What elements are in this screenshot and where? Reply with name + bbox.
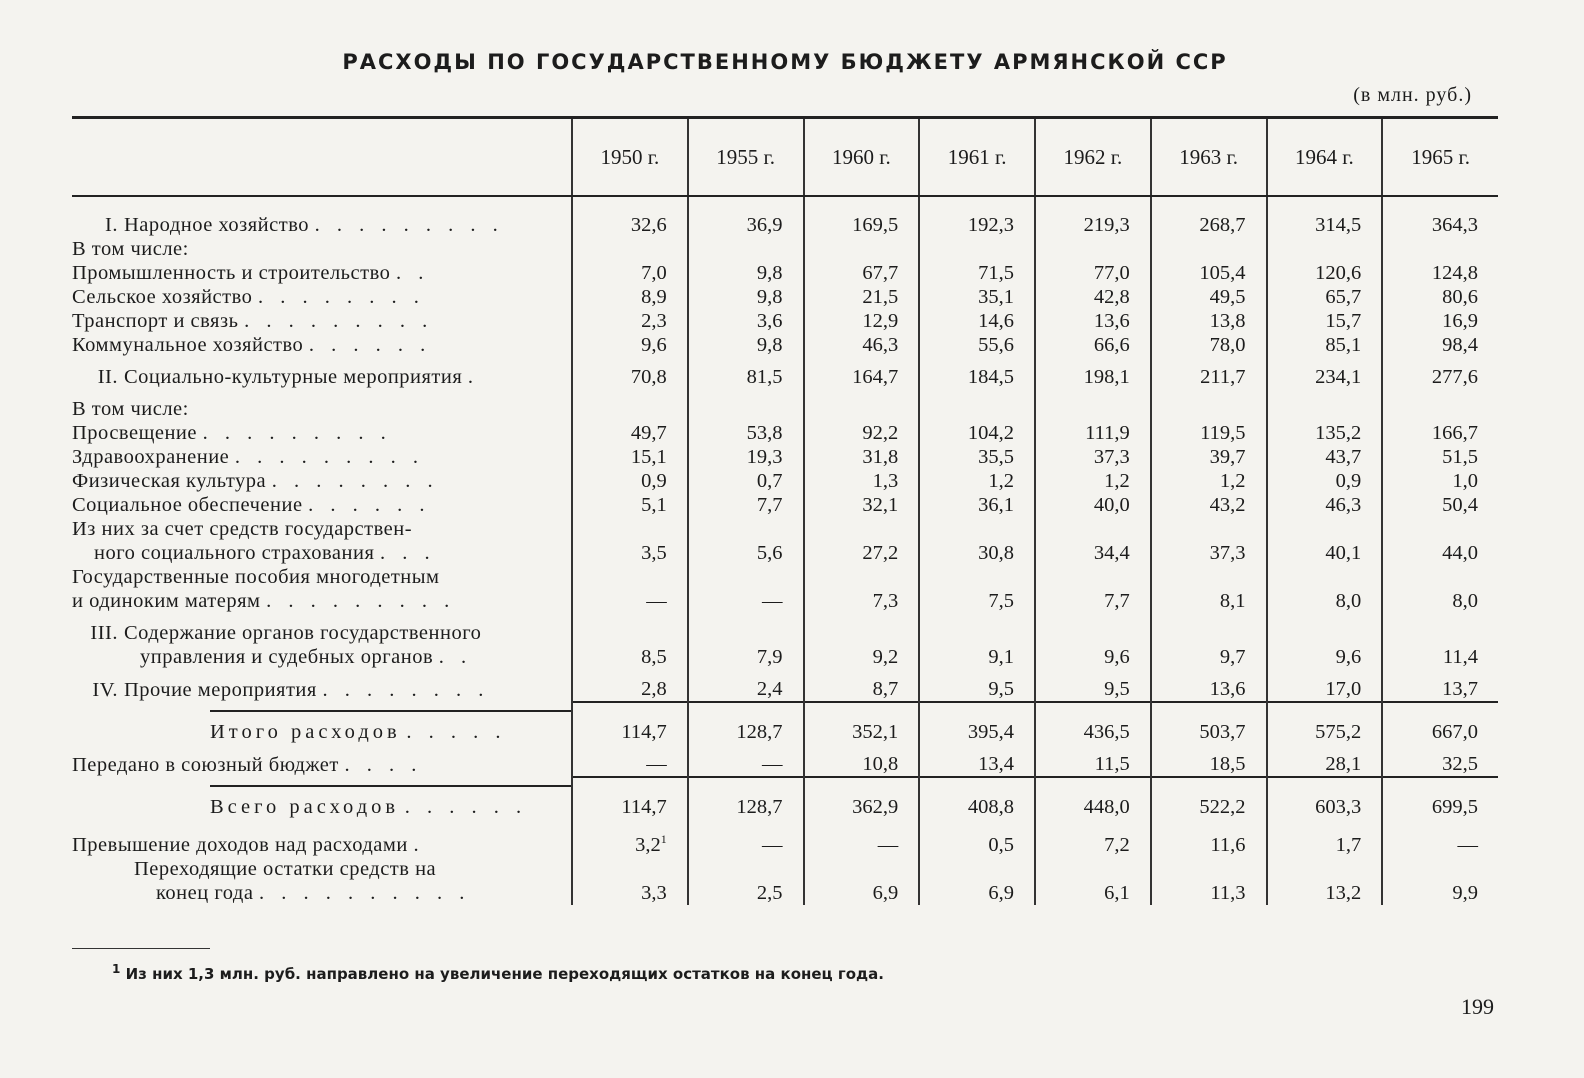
- table-cell: 9,8: [688, 333, 804, 357]
- table-cell: 124,8: [1382, 261, 1498, 285]
- table-cell: 0,9: [572, 469, 688, 493]
- table-cell: 17,0: [1267, 669, 1383, 702]
- year-header: 1950 г.: [572, 118, 688, 197]
- table-cell: 2,5: [688, 857, 804, 905]
- table-cell: 11,5: [1035, 744, 1151, 777]
- page-title: РАСХОДЫ ПО ГОСУДАРСТВЕННОМУ БЮДЖЕТУ АРМЯНСКОЙ ССР: [342, 50, 1228, 74]
- year-header: 1955 г.: [688, 118, 804, 197]
- leader-dots: .: [413, 833, 425, 856]
- table-cell: 77,0: [1035, 261, 1151, 285]
- table-cell: 13,8: [1151, 309, 1267, 333]
- leader-dots: . .: [396, 262, 430, 284]
- row-label-text: Переходящие остатки средств на: [134, 857, 437, 880]
- leader-dots: . . . . . . . . .: [266, 590, 456, 612]
- row-label: [72, 702, 572, 744]
- row-label: [72, 517, 572, 565]
- table-cell: [572, 819, 688, 857]
- row-label-text: Государственные пособия многодетным: [72, 566, 440, 588]
- table-cell: 119,5: [1151, 421, 1267, 445]
- table-cell: 13,6: [1035, 309, 1151, 333]
- leader-dots: . . . . . . . . . .: [259, 881, 471, 904]
- page-number: 199: [1461, 994, 1494, 1019]
- table-row: [72, 285, 1498, 309]
- table-cell: 18,5: [1151, 744, 1267, 777]
- row-label-text: Сельское хозяйство: [72, 286, 253, 308]
- row-label-text: Народное хозяйство: [124, 214, 310, 236]
- total-label: Итого расходов: [210, 721, 401, 743]
- leader-dots: . . . . . . . . .: [202, 422, 392, 444]
- table-row: [72, 819, 1498, 857]
- table-cell: 128,7: [688, 702, 804, 744]
- table-cell: 15,1: [572, 445, 688, 469]
- table-cell: 6,9: [919, 857, 1035, 905]
- row-label: [72, 777, 572, 819]
- row-label-text: Социальное обеспечение: [72, 494, 303, 516]
- table-row: [72, 309, 1498, 333]
- table-cell: 36,9: [688, 213, 804, 237]
- leader-dots: . .: [438, 646, 473, 668]
- table-cell: 1,0: [1382, 469, 1498, 493]
- table-cell: 268,7: [1151, 213, 1267, 237]
- table-cell: 362,9: [804, 777, 920, 819]
- table-cell: 5,6: [688, 517, 804, 565]
- table-cell: 53,8: [688, 421, 804, 445]
- leader-dots: .: [467, 366, 480, 388]
- table-cell: 15,7: [1267, 309, 1383, 333]
- table-row: [72, 237, 1498, 261]
- table-row: [72, 469, 1498, 493]
- table-cell: 19,3: [688, 445, 804, 469]
- table-cell: 667,0: [1382, 702, 1498, 744]
- table-cell: 67,7: [804, 261, 920, 285]
- table-cell: 104,2: [919, 421, 1035, 445]
- table-row: [72, 565, 1498, 613]
- table-cell: 1,7: [1267, 819, 1383, 857]
- table-cell: 13,6: [1151, 669, 1267, 702]
- leader-dots: . . . . . . . . .: [234, 446, 425, 468]
- table-cell: —: [572, 565, 688, 613]
- leader-dots: . . . . .: [406, 721, 507, 743]
- table-cell: 169,5: [804, 213, 920, 237]
- row-label: [72, 285, 572, 309]
- table-cell: 30,8: [919, 517, 1035, 565]
- table-cell: 7,9: [688, 613, 804, 669]
- table-cell: —: [688, 565, 804, 613]
- table-cell: 80,6: [1382, 285, 1498, 309]
- leader-dots: . . . . . . . .: [322, 679, 490, 701]
- table-cell: 219,3: [1035, 213, 1151, 237]
- table-cell: 50,4: [1382, 493, 1498, 517]
- row-label-text: Коммунальное хозяйство: [72, 334, 304, 356]
- table-cell: 7,7: [688, 493, 804, 517]
- table-cell: 277,6: [1382, 357, 1498, 389]
- table-row: [72, 777, 1498, 819]
- year-header: 1965 г.: [1382, 118, 1498, 197]
- table-cell: 436,5: [1035, 702, 1151, 744]
- table-cell: 114,7: [572, 702, 688, 744]
- row-label: [72, 669, 572, 702]
- table-cell: 164,7: [804, 357, 920, 389]
- budget-table: [72, 116, 1498, 905]
- table-cell: 6,9: [804, 857, 920, 905]
- footnote-text: Из них 1,3 млн. руб. направлено на увеличение переходящих остатков на конец года.: [125, 965, 884, 983]
- leader-dots: . . . . . . . .: [258, 286, 425, 308]
- year-header: 1962 г.: [1035, 118, 1151, 197]
- table-cell: 81,5: [688, 357, 804, 389]
- table-cell: 8,5: [572, 613, 688, 669]
- table-cell: 10,8: [804, 744, 920, 777]
- table-cell: —: [688, 819, 804, 857]
- table-cell: 78,0: [1151, 333, 1267, 357]
- row-label: [72, 357, 572, 389]
- table-cell: 8,0: [1382, 565, 1498, 613]
- table-cell: 13,7: [1382, 669, 1498, 702]
- table-cell: 7,7: [1035, 565, 1151, 613]
- table-cell: 8,9: [572, 285, 688, 309]
- table-cell: 9,7: [1151, 613, 1267, 669]
- row-label-text: Прочие мероприятия: [124, 679, 317, 701]
- table-cell: 8,7: [804, 669, 920, 702]
- table-cell: 49,5: [1151, 285, 1267, 309]
- table-cell: 0,9: [1267, 469, 1383, 493]
- table-cell: 28,1: [1267, 744, 1383, 777]
- table-cell: 0,5: [919, 819, 1035, 857]
- table-cell: 314,5: [1267, 213, 1383, 237]
- table-cell: 34,4: [1035, 517, 1151, 565]
- table-cell: 11,3: [1151, 857, 1267, 905]
- table-cell: 234,1: [1267, 357, 1383, 389]
- table-cell: 32,6: [572, 213, 688, 237]
- table-cell: 1,2: [1151, 469, 1267, 493]
- table-cell: 9,8: [688, 285, 804, 309]
- row-label: [72, 613, 572, 669]
- subheading: В том числе:: [72, 238, 189, 260]
- row-label: [72, 309, 572, 333]
- table-row: [72, 517, 1498, 565]
- table-cell: 16,9: [1382, 309, 1498, 333]
- subheading: В том числе:: [72, 398, 189, 420]
- table-cell: 40,0: [1035, 493, 1151, 517]
- table-cell: 32,1: [804, 493, 920, 517]
- year-header: 1960 г.: [804, 118, 920, 197]
- total-label: Всего расходов: [210, 796, 400, 818]
- row-label: [72, 857, 572, 905]
- table-cell: 603,3: [1267, 777, 1383, 819]
- row-label: [72, 565, 572, 613]
- table-cell: 27,2: [804, 517, 920, 565]
- leader-dots: . . . . . .: [308, 494, 431, 516]
- leader-dots: . . .: [380, 542, 436, 564]
- table-cell: 3,6: [688, 309, 804, 333]
- leader-dots: . . . . . .: [308, 334, 432, 356]
- table-cell: 9,5: [919, 669, 1035, 702]
- row-label-text: Из них за счет средств государствен-: [72, 518, 413, 540]
- table-cell: 2,4: [688, 669, 804, 702]
- leader-dots: . . . . . . . .: [271, 470, 439, 492]
- row-label-text: Превышение доходов над расходами: [72, 833, 408, 856]
- table-cell: 70,8: [572, 357, 688, 389]
- footnote-mark: 1: [660, 832, 667, 846]
- table-row: [72, 702, 1498, 744]
- table-row: [72, 445, 1498, 469]
- row-label-text: управления и судебных органов: [140, 646, 434, 668]
- units-note: (в млн. руб.): [1353, 84, 1472, 106]
- table-cell: 192,3: [919, 213, 1035, 237]
- table-cell: 43,2: [1151, 493, 1267, 517]
- row-label-text: Физическая культура: [72, 470, 267, 492]
- table-cell: —: [804, 819, 920, 857]
- table-cell: 42,8: [1035, 285, 1151, 309]
- row-label: [72, 421, 572, 445]
- row-label: [72, 213, 572, 237]
- table-cell: 13,4: [919, 744, 1035, 777]
- table-row: [72, 357, 1498, 389]
- table-cell: 51,5: [1382, 445, 1498, 469]
- cell-value: 3,2: [635, 833, 661, 856]
- table-cell: 11,6: [1151, 819, 1267, 857]
- table-cell: 9,2: [804, 613, 920, 669]
- table-cell: 32,5: [1382, 744, 1498, 777]
- table-cell: 12,9: [804, 309, 920, 333]
- table-cell: 46,3: [1267, 493, 1383, 517]
- table-row: [72, 744, 1498, 777]
- table-cell: 6,1: [1035, 857, 1151, 905]
- table-row: [72, 493, 1498, 517]
- row-label-text: Передано в союзный бюджет: [72, 754, 339, 776]
- table-cell: 522,2: [1151, 777, 1267, 819]
- row-label: [72, 819, 572, 857]
- table-cell: 7,5: [919, 565, 1035, 613]
- table-cell: 135,2: [1267, 421, 1383, 445]
- table-cell: 2,8: [572, 669, 688, 702]
- table-row: [72, 421, 1498, 445]
- section-number: II.: [97, 366, 118, 388]
- section-number: IV.: [92, 679, 118, 701]
- leader-dots: . . . .: [344, 754, 423, 776]
- table-cell: 0,7: [688, 469, 804, 493]
- table-cell: 85,1: [1267, 333, 1383, 357]
- row-label-text: Транспорт и связь: [72, 310, 239, 332]
- table-cell: 9,6: [572, 333, 688, 357]
- section-number: I.: [105, 214, 118, 236]
- row-label-text: конец года: [156, 881, 254, 904]
- row-label: [72, 445, 572, 469]
- row-label: [72, 261, 572, 285]
- year-header: 1964 г.: [1267, 118, 1383, 197]
- table-cell: 503,7: [1151, 702, 1267, 744]
- table-cell: 699,5: [1382, 777, 1498, 819]
- table-cell: 35,1: [919, 285, 1035, 309]
- table-cell: 2,3: [572, 309, 688, 333]
- table-cell: 184,5: [919, 357, 1035, 389]
- row-label-text: Социально-культурные мероприятия: [124, 366, 463, 388]
- row-label-text: ного социального страхования: [94, 542, 375, 564]
- table-cell: 71,5: [919, 261, 1035, 285]
- table-row: [72, 333, 1498, 357]
- table-cell: 8,0: [1267, 565, 1383, 613]
- table-cell: 7,0: [572, 261, 688, 285]
- table-cell: —: [572, 744, 688, 777]
- table-cell: 7,3: [804, 565, 920, 613]
- table-cell: 7,2: [1035, 819, 1151, 857]
- footnote-divider: [72, 948, 210, 949]
- table-cell: 575,2: [1267, 702, 1383, 744]
- table-cell: 40,1: [1267, 517, 1383, 565]
- footnote: [112, 962, 884, 983]
- table-cell: 13,2: [1267, 857, 1383, 905]
- table-row: [72, 389, 1498, 421]
- table-cell: 5,1: [572, 493, 688, 517]
- table-cell: 166,7: [1382, 421, 1498, 445]
- table-cell: 408,8: [919, 777, 1035, 819]
- header-row: [72, 118, 1498, 197]
- table-cell: 105,4: [1151, 261, 1267, 285]
- table-cell: 352,1: [804, 702, 920, 744]
- table-cell: 37,3: [1151, 517, 1267, 565]
- leader-dots: . . . . . .: [404, 796, 528, 818]
- table-cell: 9,6: [1035, 613, 1151, 669]
- table-cell: 14,6: [919, 309, 1035, 333]
- table-cell: 3,3: [572, 857, 688, 905]
- row-label-text: Содержание органов государственного: [124, 622, 482, 644]
- row-label-text: Промышленность и строительство: [72, 262, 391, 284]
- table-cell: 9,9: [1382, 857, 1498, 905]
- row-label: [72, 744, 572, 777]
- table-cell: 39,7: [1151, 445, 1267, 469]
- table-cell: —: [688, 744, 804, 777]
- table-row: [72, 261, 1498, 285]
- leader-dots: . . . . . . . . .: [244, 310, 434, 332]
- table-cell: 55,6: [919, 333, 1035, 357]
- table-cell: 198,1: [1035, 357, 1151, 389]
- table-cell: 1,2: [919, 469, 1035, 493]
- table-cell: 364,3: [1382, 213, 1498, 237]
- table-cell: 36,1: [919, 493, 1035, 517]
- table-cell: 66,6: [1035, 333, 1151, 357]
- table-cell: 31,8: [804, 445, 920, 469]
- table-cell: 9,6: [1267, 613, 1383, 669]
- header-blank: [72, 118, 572, 197]
- table-cell: 35,5: [919, 445, 1035, 469]
- table-cell: 111,9: [1035, 421, 1151, 445]
- table-cell: 1,3: [804, 469, 920, 493]
- row-label-text: Просвещение: [72, 422, 197, 444]
- table-row: [72, 213, 1498, 237]
- year-header: 1963 г.: [1151, 118, 1267, 197]
- table-cell: 9,1: [919, 613, 1035, 669]
- table-cell: 92,2: [804, 421, 920, 445]
- row-label-text: Здравоохранение: [72, 446, 230, 468]
- table-row: [72, 857, 1498, 905]
- table-cell: 98,4: [1382, 333, 1498, 357]
- table-cell: 9,5: [1035, 669, 1151, 702]
- year-header: 1961 г.: [919, 118, 1035, 197]
- row-label: [72, 333, 572, 357]
- row-label: [72, 493, 572, 517]
- table-cell: 46,3: [804, 333, 920, 357]
- table-cell: 1,2: [1035, 469, 1151, 493]
- section-number: III.: [90, 622, 118, 644]
- table-cell: 11,4: [1382, 613, 1498, 669]
- table-cell: 114,7: [572, 777, 688, 819]
- footnote-number: 1: [112, 962, 121, 976]
- table-cell: 128,7: [688, 777, 804, 819]
- table-cell: —: [1382, 819, 1498, 857]
- table-row: [72, 613, 1498, 669]
- table-cell: 9,8: [688, 261, 804, 285]
- table-cell: 49,7: [572, 421, 688, 445]
- table-cell: 3,5: [572, 517, 688, 565]
- table-row: [72, 669, 1498, 702]
- table-cell: 8,1: [1151, 565, 1267, 613]
- table-cell: 37,3: [1035, 445, 1151, 469]
- table-cell: 21,5: [804, 285, 920, 309]
- table-cell: 43,7: [1267, 445, 1383, 469]
- table-cell: 44,0: [1382, 517, 1498, 565]
- leader-dots: . . . . . . . . .: [314, 214, 504, 236]
- table-cell: 395,4: [919, 702, 1035, 744]
- table-cell: 448,0: [1035, 777, 1151, 819]
- row-label: [72, 469, 572, 493]
- table-cell: 65,7: [1267, 285, 1383, 309]
- table-cell: 120,6: [1267, 261, 1383, 285]
- row-label-text: и одиноким матерям: [72, 590, 261, 612]
- table-cell: 211,7: [1151, 357, 1267, 389]
